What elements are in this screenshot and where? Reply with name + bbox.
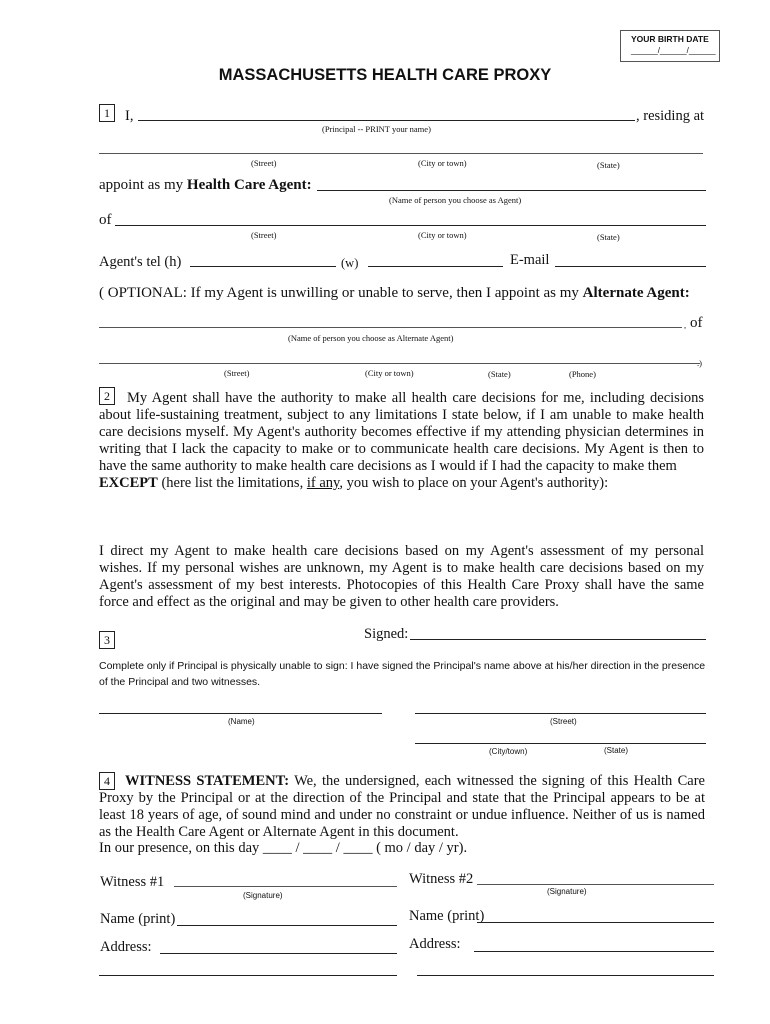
witness1-address-line2[interactable] — [99, 975, 397, 976]
alternate-comma: , — [684, 320, 687, 330]
birth-date-field[interactable]: ______/______/______ — [631, 46, 716, 55]
alternate-street-caption: (Street) — [224, 368, 250, 378]
agent-address-field[interactable] — [115, 225, 706, 226]
i-label: I, — [125, 108, 134, 124]
residing-label: , residing at — [636, 108, 705, 124]
agent-tel-w-label: (w) — [341, 256, 359, 270]
alternate-city-caption: (City or town) — [365, 368, 414, 378]
signer-street-field[interactable] — [415, 713, 706, 714]
signer-street-caption: (Street) — [550, 717, 577, 726]
witness1-address-field[interactable] — [160, 953, 397, 954]
alternate-agent-label: Alternate Agent: — [582, 285, 690, 301]
principal-address-field[interactable] — [99, 153, 703, 154]
witness-statement-label: WITNESS STATEMENT: — [125, 773, 290, 789]
witness1-label: Witness #1 — [100, 874, 165, 890]
section-number-4: 4 — [99, 772, 115, 790]
agent-city-caption: (City or town) — [418, 230, 467, 240]
witness1-name-field[interactable] — [177, 925, 397, 926]
alternate-name-caption: (Name of person you choose as Alternate Agent) — [288, 333, 454, 343]
alternate-name-field[interactable] — [99, 327, 682, 328]
witness2-label: Witness #2 — [409, 871, 474, 887]
alternate-address-field[interactable] — [99, 363, 700, 364]
witness1-signature-field[interactable] — [174, 886, 397, 887]
section-number-3: 3 — [99, 631, 115, 649]
witness2-name-label: Name (print) — [409, 908, 485, 924]
witness2-signature-caption: (Signature) — [547, 887, 587, 896]
agent-name-field[interactable] — [317, 190, 706, 191]
page-title: MASSACHUSETTS HEALTH CARE PROXY — [218, 66, 552, 84]
proxy-signer-note: Complete only if Principal is physically unable to sign: I have signed the Principal's name above at his/her direction in the presence of the Principal and two witnesses. — [99, 660, 706, 688]
of-label: of — [99, 212, 112, 228]
witness2-name-field[interactable] — [477, 922, 714, 923]
street-caption: (Street) — [251, 158, 277, 168]
witness2-address-line2[interactable] — [417, 975, 714, 976]
witness1-name-label: Name (print) — [100, 911, 176, 927]
appoint-label — [99, 177, 312, 194]
state-caption: (State) — [597, 160, 620, 170]
email-label: E-mail — [510, 252, 550, 268]
limitations-field[interactable] — [99, 494, 704, 534]
appoint-prefix: appoint as my — [99, 177, 184, 193]
agent-tel-w-field[interactable] — [368, 266, 503, 267]
birth-date-label: YOUR BIRTH DATE — [631, 34, 709, 44]
health-care-agent-label: Health Care Agent: — [186, 177, 312, 193]
except-label: EXCEPT — [99, 475, 158, 491]
alternate-state-caption: (State) — [488, 369, 511, 379]
birth-date-box — [620, 30, 720, 62]
section-number-1: 1 — [99, 104, 115, 122]
agent-email-field[interactable] — [555, 266, 706, 267]
agent-tel-h-label: Agent's tel (h) — [99, 254, 182, 270]
signer-name-caption: (Name) — [228, 717, 255, 726]
witness1-signature-caption: (Signature) — [243, 891, 283, 900]
alternate-of-label: of — [690, 315, 703, 331]
signer-name-field[interactable] — [99, 713, 382, 714]
signer-state-caption: (State) — [604, 746, 629, 755]
agent-name-caption: (Name of person you choose as Agent) — [389, 195, 522, 205]
alternate-phone-caption: (Phone) — [569, 369, 596, 379]
witness1-address-label: Address: — [100, 939, 152, 955]
section-number-2: 2 — [99, 387, 115, 405]
optional-alternate-text — [99, 285, 690, 302]
principal-name-caption: (Principal -- PRINT your name) — [322, 124, 431, 134]
direct-paragraph: I direct my Agent to make health care decisions based on my Agent's assessment of my personal wishes. If my personal wishes are unknown, my Agent is to make health care decisions based on my Agent's assessment of my best interests. Photocopies of this Health Care Proxy shall have the same force and effect as the original and may be given to other health care providers. — [99, 543, 704, 610]
witness2-address-field[interactable] — [474, 951, 714, 952]
optional-prefix: ( OPTIONAL: If my Agent is unwilling or unable to serve, then I appoint as my — [99, 285, 579, 301]
authority-text: My Agent shall have the authority to make all health care decisions for me, including decisions about life-sustaining treatment, subject to any limitations I state below, if I am unable to make health care decisions myself. My Agent's authority becomes effective if my attending physician determines in writing that I lack the capacity to make or to communicate health care decisions. My Agent is then to have the same authority to make health care decisions as I would if I had the capacity to make them — [99, 390, 704, 474]
signed-label: Signed: — [364, 626, 409, 642]
except-text-2: , you wish to place on your Agent's authority): — [339, 475, 609, 491]
witness-statement-paragraph — [99, 773, 705, 841]
agent-state-caption: (State) — [597, 232, 620, 242]
presence-date-text: In our presence, on this day ____ / ____ / ____ ( mo / day / yr). — [99, 840, 468, 856]
agent-street-caption: (Street) — [251, 230, 277, 240]
alternate-paren: .) — [697, 358, 702, 368]
authority-paragraph — [99, 390, 704, 492]
if-any-text: if any — [306, 475, 340, 491]
principal-name-field[interactable] — [138, 120, 635, 121]
signer-city-field[interactable] — [415, 743, 706, 744]
witness-statement-text: We, the undersigned, each witnessed the signing of this Health Care Proxy by the Principal or at the direction of the Principal and state that the Principal appears to be at least 18 years of age, of sound mind and under no constraint or undue influence. Neither of us is named as the Health Care Agent or Alternate Agent in this document. — [99, 773, 705, 840]
signer-city-caption: (City/town) — [489, 747, 528, 756]
city-caption: (City or town) — [418, 158, 467, 168]
witness2-address-label: Address: — [409, 936, 461, 952]
agent-tel-h-field[interactable] — [190, 266, 336, 267]
principal-signature-field[interactable] — [410, 639, 706, 640]
except-text-1: (here list the limitations, — [161, 475, 304, 491]
witness2-signature-field[interactable] — [477, 884, 714, 885]
